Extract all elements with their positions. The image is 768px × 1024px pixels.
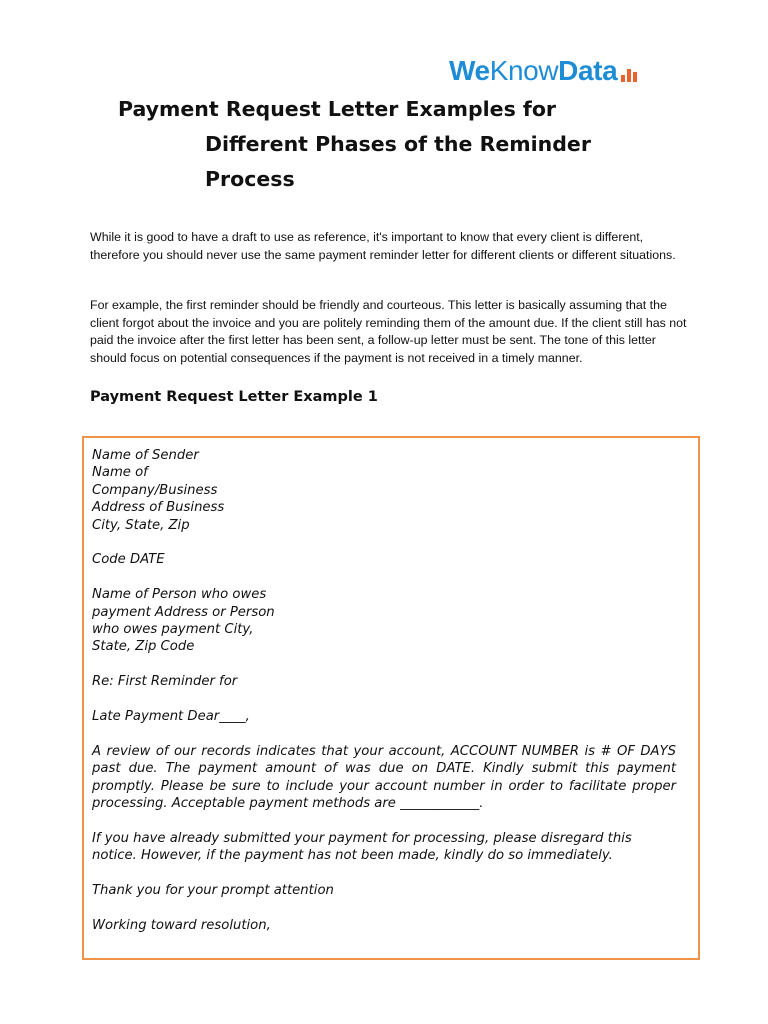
sender-line: City, State, Zip: [92, 517, 190, 533]
logo-bar-1: [621, 75, 625, 82]
code-date: Code DATE: [92, 552, 165, 568]
bar-chart-icon: [621, 68, 637, 82]
letter-template-box: [82, 436, 700, 960]
letter-template: [92, 447, 676, 934]
logo-we: We: [449, 55, 490, 86]
recipient-line: Name of Person who owes: [92, 587, 267, 603]
recipient-line: State, Zip Code: [92, 639, 195, 655]
title-line-3: Process: [205, 167, 295, 191]
re-line: Re: First Reminder for: [92, 674, 238, 690]
sender-line: Name of Sender: [92, 448, 199, 463]
logo-data: Data: [558, 55, 618, 86]
logo-bar-3: [633, 72, 637, 82]
document-title: [118, 92, 591, 197]
sender-line: Company/Business: [92, 482, 218, 498]
intro-paragraph-1: While it is good to have a draft to use as reference, it's important to know that every client is different, therefore you should never use the same payment reminder letter for different clients or different situations.: [90, 230, 676, 262]
title-line-1: Payment Request Letter Examples for: [118, 97, 557, 121]
section-heading: Payment Request Letter Example 1: [90, 389, 378, 405]
intro-paragraph-2: For example, the first reminder should be friendly and courteous. This letter is basically assuming that the client forgot about the invoice and you are politely reminding them of the amount due. If the client still has not paid the invoice after the first letter has been sent, a follow-up letter must be sent. The tone of this letter should focus on potential consequences if the payment is not received in a timely manner.: [90, 298, 687, 365]
salutation: Late Payment Dear____,: [92, 709, 250, 725]
sender-block: [92, 447, 676, 534]
sender-line: Address of Business: [92, 500, 225, 516]
letter-body-paragraph-1: A review of our records indicates that your account, ACCOUNT NUMBER is # OF DAYS past due. The payment amount of was due on DATE. Kindly submit this payment promptly. Please be sure to include your account number in order to facilitate proper processing. Acceptable payment methods are ____________.: [92, 743, 676, 812]
title-line-2: Different Phases of the Reminder: [205, 132, 591, 156]
sender-line: Name of: [92, 465, 148, 481]
letter-body-paragraph-2: If you have already submitted your payment for processing, please disregard this notice. However, if the payment has not been made, kindly do so immediately.: [92, 830, 632, 864]
recipient-line: payment Address or Person: [92, 604, 275, 620]
recipient-line: who owes payment City,: [92, 622, 254, 638]
signoff-line-cut-off: Working toward resolution,: [92, 917, 271, 933]
weknowdata-logo: [449, 56, 637, 86]
logo-bar-2: [627, 69, 631, 82]
recipient-block: [92, 586, 676, 656]
logo-know: Know: [489, 55, 559, 86]
closing-line: Thank you for your prompt attention: [92, 883, 334, 899]
